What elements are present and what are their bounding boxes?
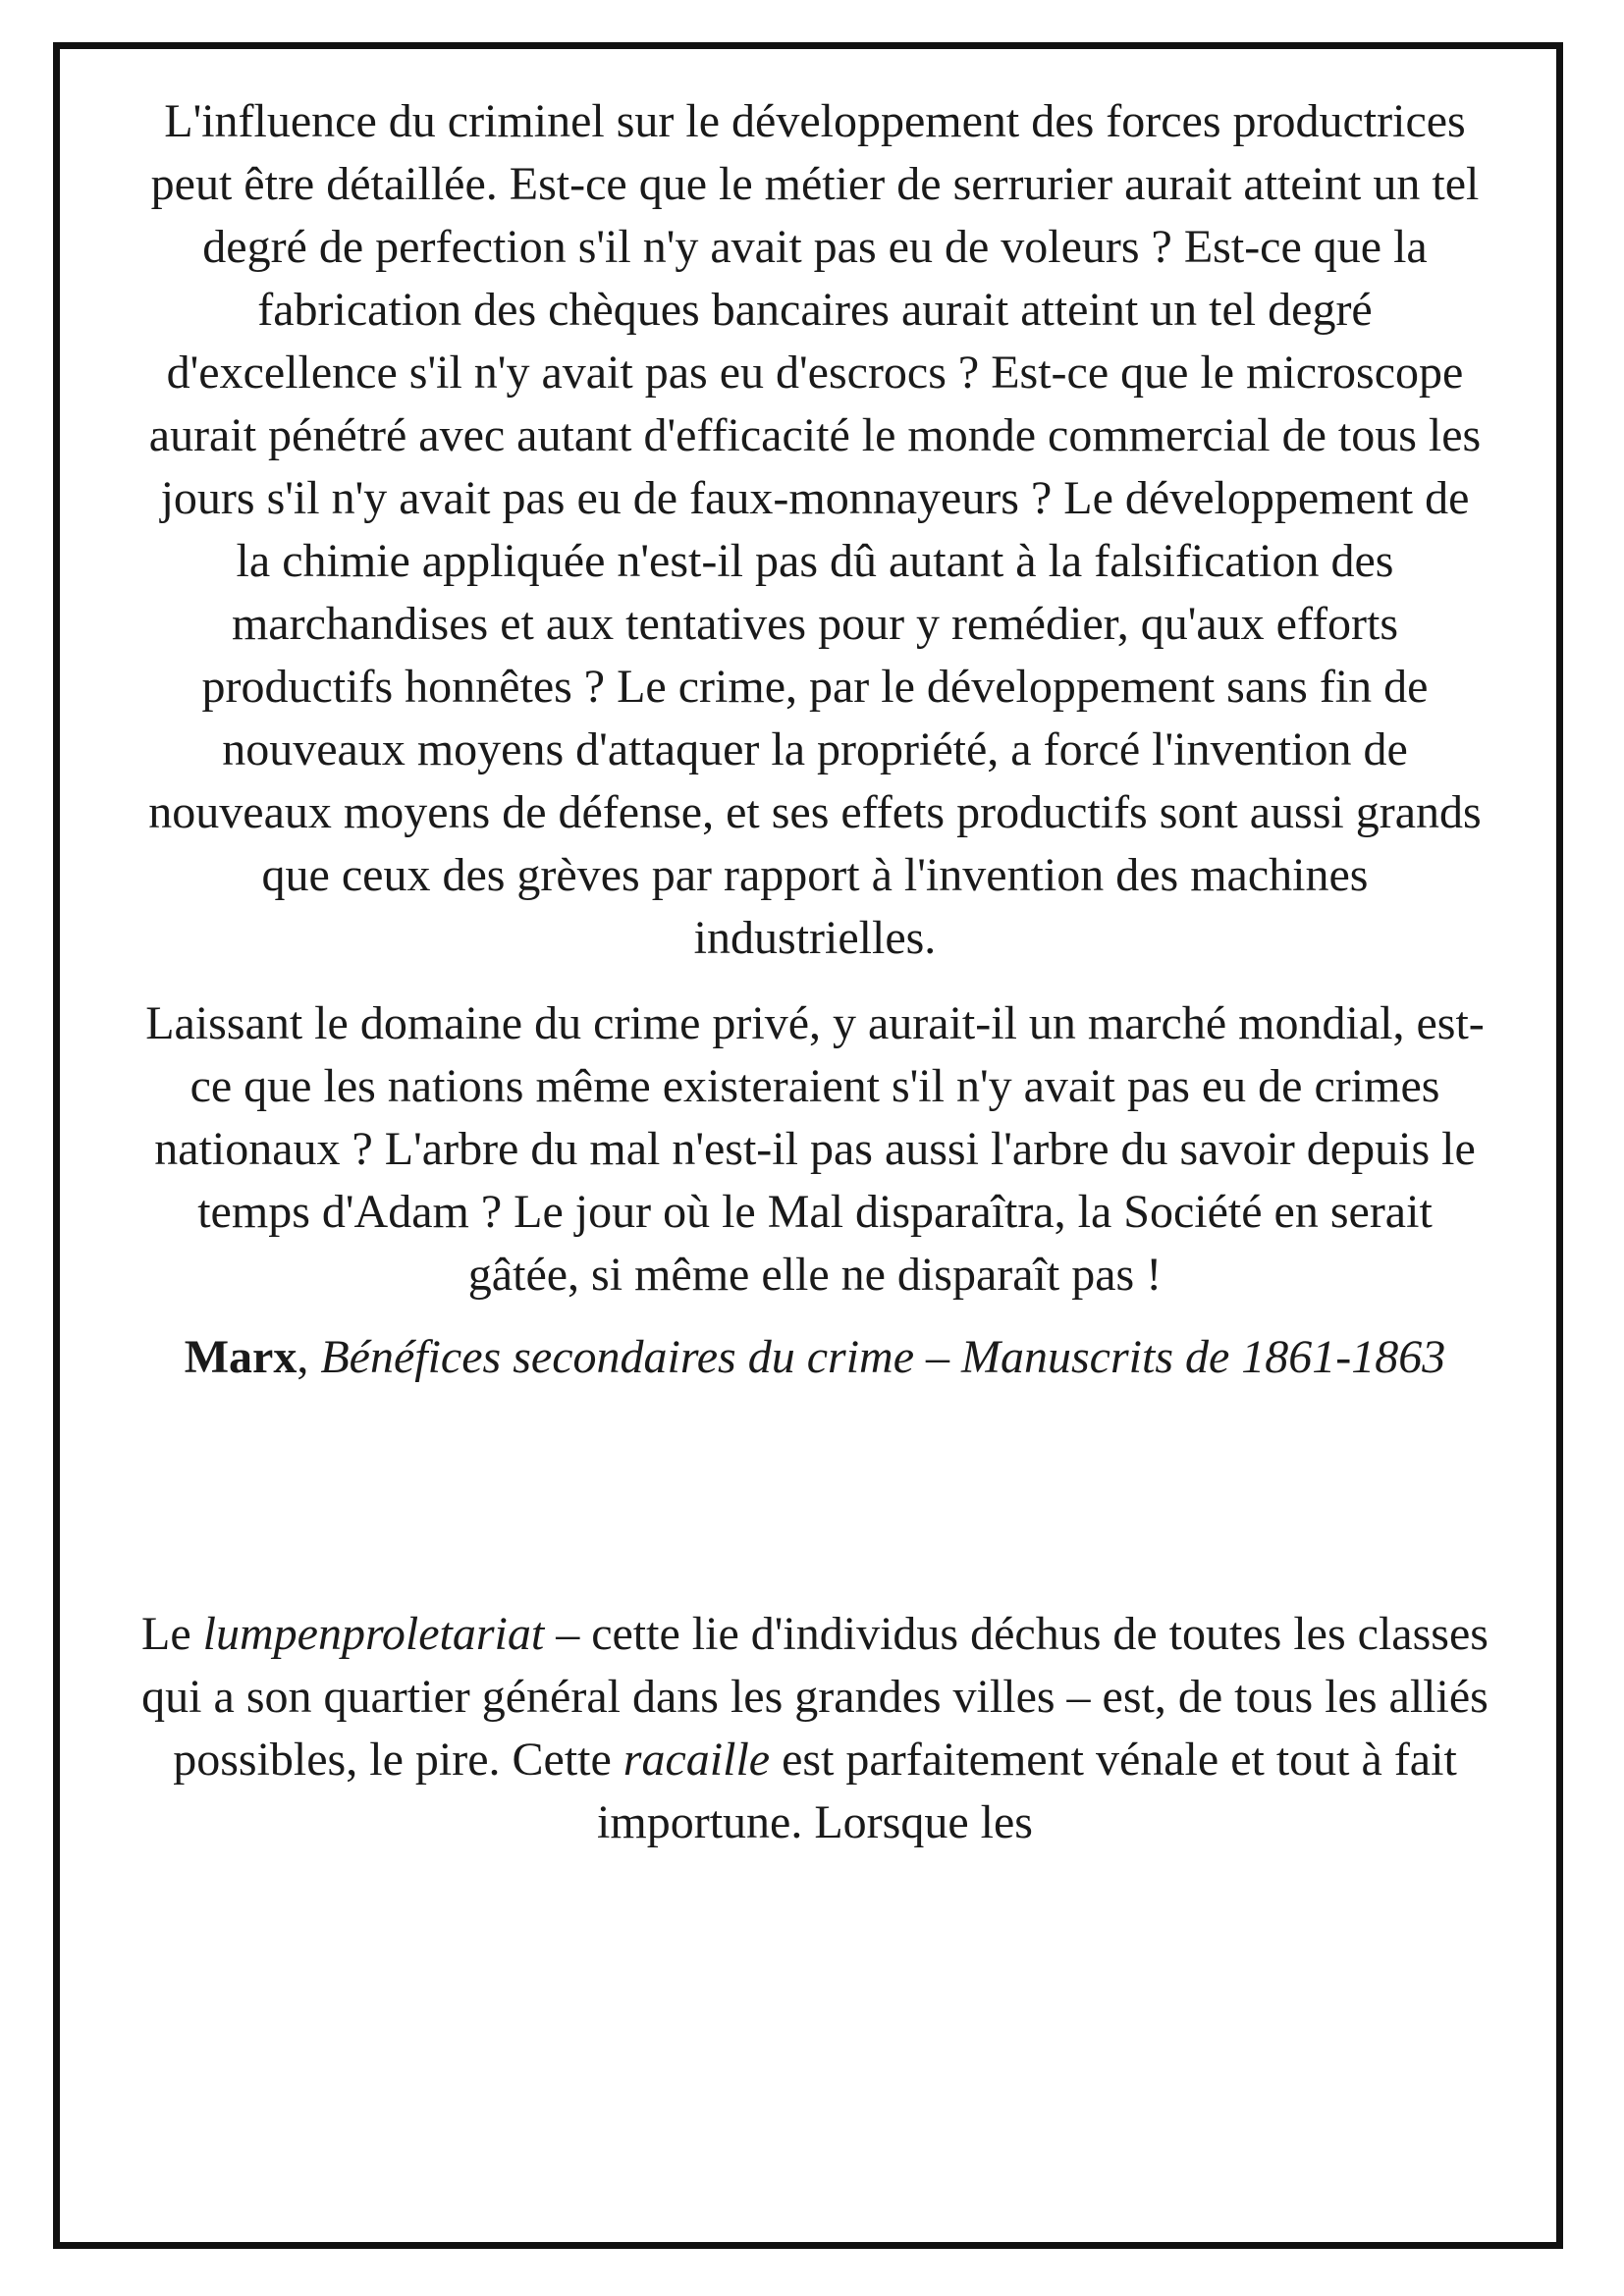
p3-prefix: Le xyxy=(141,1608,203,1660)
attribution-separator: , xyxy=(297,1331,321,1383)
paragraph-lumpenproletariat xyxy=(138,1603,1491,1854)
p3-suffix: est parfaitement vénale et tout à fait importune. Lorsque les xyxy=(597,1734,1457,1848)
term-lumpenproletariat: lumpenproletariat xyxy=(202,1608,545,1660)
p3-middle: – cette lie d'individus déchus de toutes les classes qui a son quartier général dans les grandes villes – est, de tous les alliés possibles, le pire. Cette xyxy=(141,1608,1489,1786)
document-body xyxy=(138,90,1491,1854)
author-name: Marx xyxy=(184,1331,298,1383)
page-border xyxy=(53,42,1563,2249)
paragraph-world-market: Laissant le domaine du crime privé, y aurait-il un marché mondial, est-ce que les nations même existeraient s'il n'y avait pas eu de crimes nationaux ? L'arbre du mal n'est-il pas aussi l'arbre du savoir depuis le temps d'Adam ? Le jour où le Mal disparaîtra, la Société en serait gâtée, si même elle ne disparaît pas ! xyxy=(145,997,1485,1301)
paragraph-criminal-influence: L'influence du criminel sur le développement des forces productrices peut être détaillée. Est-ce que le métier de serrurier aurait atteint un tel degré de perfection s'il n'y avait pas eu de voleurs ? Est-ce que la fabrication des chèques bancaires aurait atteint un tel degré d'excellence s'il n'y avait pas eu d'escrocs ? Est-ce que le microscope aurait pénétré avec autant d'efficacité le monde commercial de tous les jours s'il n'y avait pas eu de faux-monnayeurs ? Le développement de la chimie appliquée n'est-il pas dû autant à la falsification des marchandises et aux tentatives pour y remédier, qu'aux efforts productifs honnêtes ? Le crime, par le développement sans fin de nouveaux moyens d'attaquer la propriété, a forcé l'invention de nouveaux moyens de défense, et ses effets productifs sont aussi grands que ceux des grèves par rapport à l'invention des machines industrielles. xyxy=(148,95,1482,964)
work-title: Bénéfices secondaires du crime – Manuscrits de 1861-1863 xyxy=(320,1331,1446,1383)
quote-attribution xyxy=(138,1326,1491,1389)
term-racaille: racaille xyxy=(623,1734,771,1786)
